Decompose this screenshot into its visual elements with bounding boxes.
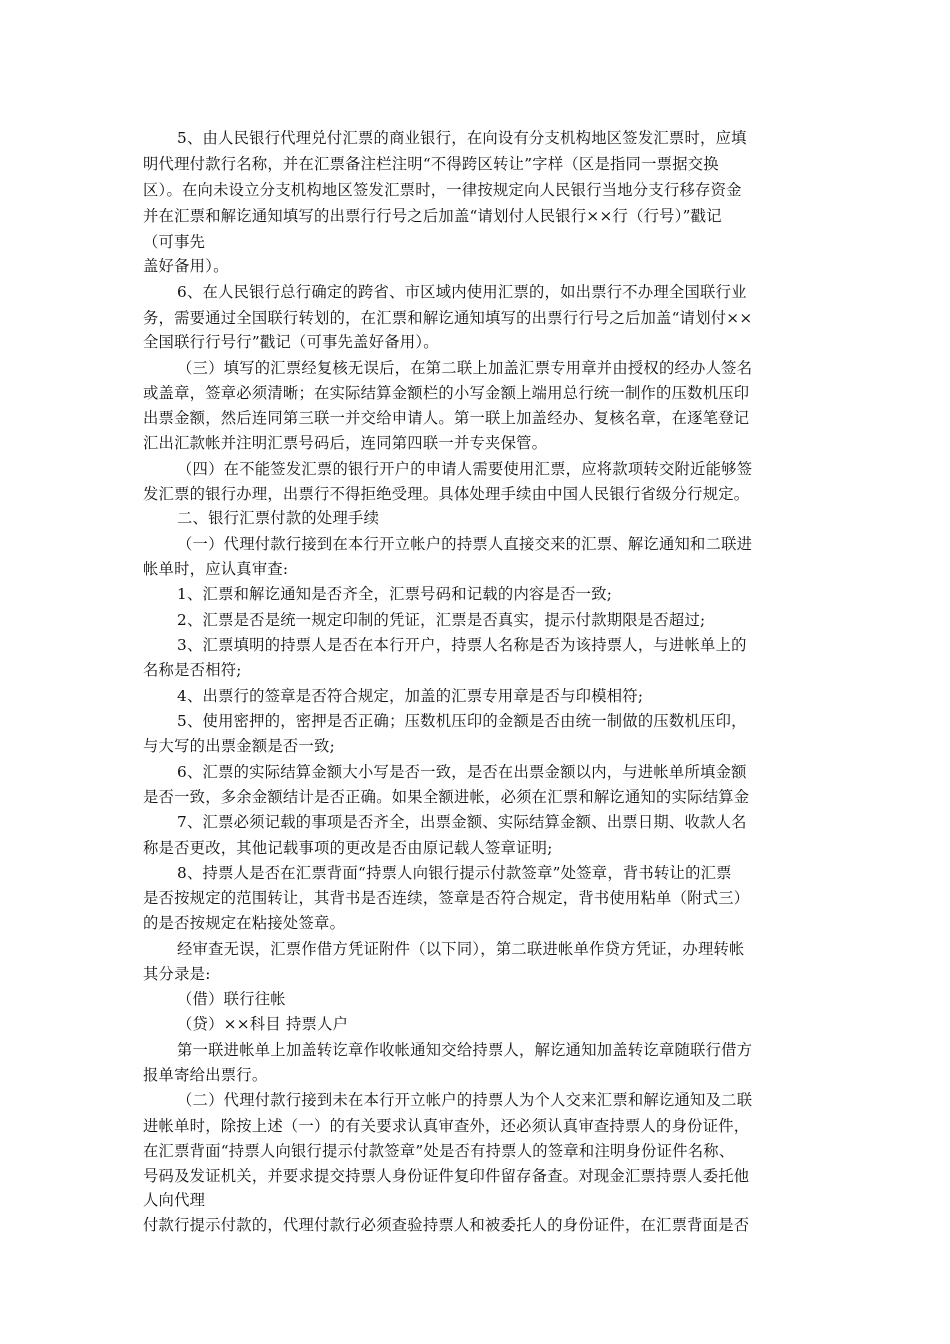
text-line: 称是否更改，其他记载事项的更改是否由原记载人签章证明;	[143, 839, 553, 857]
text-line: （一）代理付款行接到在本行开立帐户的持票人直接交来的汇票、解讫通知和二联进	[177, 535, 753, 553]
text-line: 全国联行行号行”戳记（可事先盖好备用）。	[143, 333, 439, 351]
text-line: 出票金额，然后连同第三联一并交给申请人。第一联上加盖经办、复核名章，在逐笔登记	[143, 409, 750, 427]
text-line: 与大写的出票金额是否一致;	[143, 737, 335, 755]
text-line: 进帐单时，除按上述（一）的有关要求认真审查外，还必须认真审查持票人的身份证件，	[143, 1117, 750, 1135]
text-line: 并在汇票和解讫通知填写的出票行行号之后加盖“请划付人民银行××行（行号）”戳记	[143, 207, 722, 225]
text-line: 或盖章，签章必须清晰；在实际结算金额栏的小写金额上端用总行统一制作的压数机压印	[143, 384, 750, 402]
text-line: 1、汇票和解讫通知是否齐全，汇票号码和记载的内容是否一致;	[177, 585, 613, 603]
text-line: 7、汇票必须记载的事项是否齐全，出票金额、实际结算金额、出票日期、收款人名	[177, 813, 747, 831]
text-line: 号码及发证机关，并要求提交持票人身份证件复印件留存备查。对现金汇票持票人委托他	[143, 1167, 750, 1185]
text-line: 务，需要通过全国联行转划的，在汇票和解讫通知填写的出票行行号之后加盖“请划付××	[143, 309, 753, 327]
text-line: （三）填写的汇票经复核无误后，在第二联上加盖汇票专用章并由授权的经办人签名	[177, 359, 753, 377]
text-line: 5、使用密押的，密押是否正确；压数机压印的金额是否由统一制做的压数机压印，	[177, 712, 747, 730]
text-line: 3、汇票填明的持票人是否在本行开户，持票人名称是否为该持票人，与进帐单上的	[177, 636, 747, 654]
text-line: 付款行提示付款的，代理付款行必须查验持票人和被委托人的身份证件，在汇票背面是否	[143, 1216, 750, 1234]
text-line: 人向代理	[143, 1191, 206, 1209]
text-line: 2、汇票是否是统一规定印制的凭证，汇票是否真实，提示付款期限是否超过;	[177, 611, 706, 629]
text-line: 明代理付款行名称，并在汇票备注栏注明“不得跨区转让”字样（区是指同一票据交换	[143, 155, 719, 173]
text-line: 汇出汇款帐并注明汇票号码后，连同第四联一并专夹保管。	[143, 434, 548, 452]
text-line: 第一联进帐单上加盖转讫章作收帐通知交给持票人，解讫通知加盖转讫章随联行借方	[177, 1041, 753, 1059]
text-line: 名称是否相符;	[143, 661, 242, 679]
text-line: （可事先	[143, 233, 206, 251]
text-line: 是否一致，多余金额结计是否正确。如果全额进帐，必须在汇票和解讫通知的实际结算金	[143, 788, 750, 806]
text-line: 其分录是:	[143, 965, 211, 983]
text-line: 报单寄给出票行。	[143, 1066, 268, 1084]
text-line: （二）代理付款行接到未在本行开立帐户的持票人为个人交来汇票和解讫通知及二联	[177, 1091, 753, 1109]
text-line: 8、持票人是否在汇票背面“持票人向银行提示付款签章”处签章，背书转让的汇票	[177, 864, 732, 882]
text-line: （借）联行往帐	[177, 990, 286, 1008]
text-line: 的是否按规定在粘接处签章。	[143, 914, 346, 932]
text-line: 发汇票的银行办理，出票行不得拒绝受理。具体处理手续由中国人民银行省级分行规定。	[143, 485, 750, 503]
text-line: 帐单时，应认真审查:	[143, 560, 289, 578]
text-line: 5、由人民银行代理兑付汇票的商业银行，在向设有分支机构地区签发汇票时，应填	[177, 129, 747, 147]
text-line: 区）。在向未设立分支机构地区签发汇票时，一律按规定向人民银行当地分支行移存资金	[143, 181, 742, 199]
text-line: 二、银行汇票付款的处理手续	[177, 509, 380, 527]
text-line: 盖好备用）。	[143, 257, 229, 275]
text-line: 4、出票行的签章是否符合规定，加盖的汇票专用章是否与印模相符;	[177, 687, 644, 705]
text-line: 6、汇票的实际结算金额大小写是否一致，是否在出票金额以内，与进帐单所填金额	[177, 763, 747, 781]
text-line: （贷）××科目 持票人户	[177, 1015, 349, 1033]
text-line: 在汇票背面“持票人向银行提示付款签章”处是否有持票人的签章和注明身份证件名称、	[143, 1142, 735, 1160]
text-line: 经审查无误，汇票作借方凭证附件（以下同），第二联进帐单作贷方凭证，办理转帐	[177, 940, 745, 958]
text-line: （四）在不能签发汇票的银行开户的申请人需要使用汇票，应将款项转交附近能够签	[177, 460, 753, 478]
text-line: 是否按规定的范围转让，其背书是否连续，签章是否符合规定，背书使用粘单（附式三）	[143, 889, 750, 907]
text-line: 6、在人民银行总行确定的跨省、市区域内使用汇票的，如出票行不办理全国联行业	[177, 283, 747, 301]
